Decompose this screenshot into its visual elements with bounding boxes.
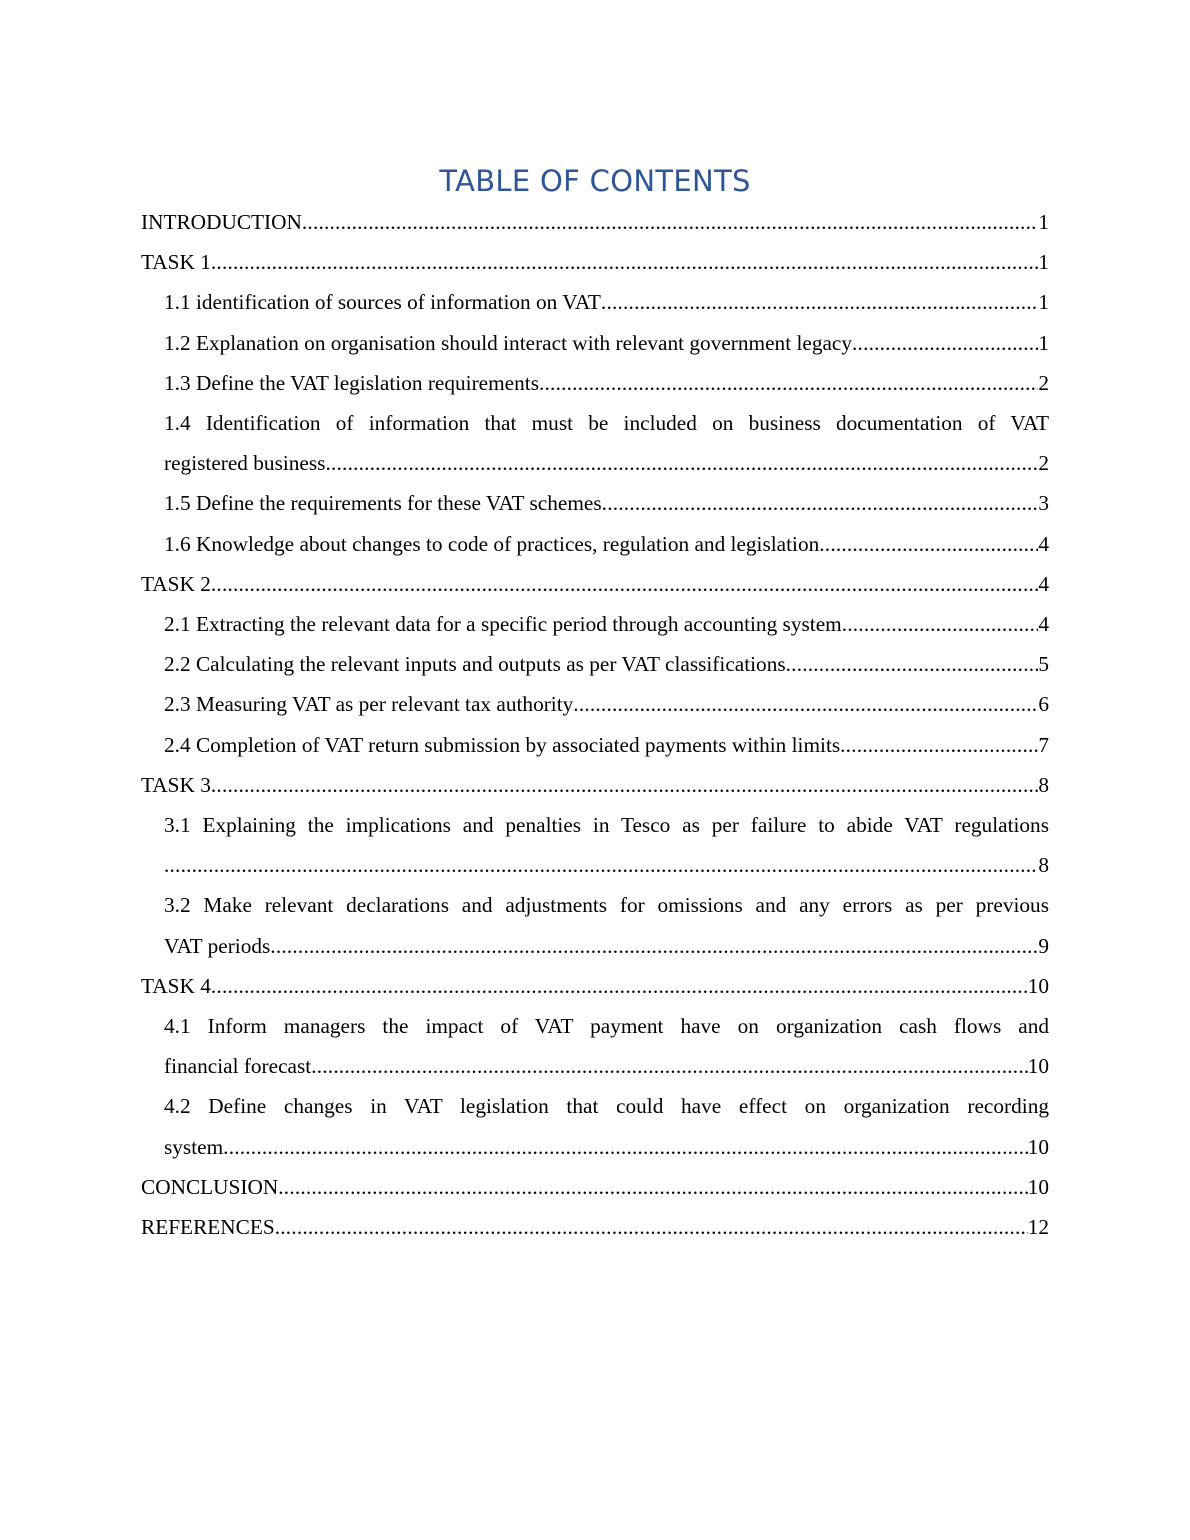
toc-entry-page-number: 8 (1038, 765, 1049, 805)
toc-entry[interactable] (141, 202, 1049, 242)
toc-entry-line (141, 1167, 1049, 1207)
toc-entry[interactable] (164, 524, 1049, 564)
toc-entry-title: 1.2 Explanation on organisation should interact with relevant government legacy (164, 330, 853, 355)
toc-entry-title-line: 1.4 Identification of information that must be included on business documentation of VAT (164, 411, 1049, 436)
toc-entry[interactable] (164, 604, 1049, 644)
toc-entry-title-line: 3.2 Make relevant declarations and adjustments for omissions and any errors as per previous (164, 893, 1049, 918)
dot-leader (311, 1046, 1027, 1086)
toc-entry-line (164, 282, 1049, 322)
toc-entry-line (164, 644, 1049, 684)
toc-entry-page-number: 1 (1038, 242, 1049, 282)
toc-entry[interactable] (141, 242, 1049, 282)
dot-leader (602, 483, 1039, 523)
toc-entry[interactable] (141, 765, 1049, 805)
toc-entry[interactable] (164, 323, 1049, 363)
toc-entry-title-line: 4.2 Define changes in VAT legislation that could have effect on organization recording (164, 1094, 1049, 1119)
toc-entry-title-line: 4.1 Inform managers the impact of VAT payment have on organization cash flows and (164, 1014, 1049, 1039)
dot-leader (211, 765, 1038, 805)
toc-entry-title: registered business (164, 451, 326, 476)
toc-entry-title: REFERENCES (141, 1215, 275, 1240)
toc-entry-line (164, 926, 1049, 966)
toc-entry-page-number: 9 (1038, 926, 1049, 966)
dot-leader (601, 282, 1038, 322)
toc-entry-page-number: 4 (1038, 524, 1049, 564)
toc-entry-line (164, 845, 1049, 885)
toc-entry-line (164, 604, 1049, 644)
toc-entry-page-number: 1 (1038, 282, 1049, 322)
dot-leader (270, 926, 1038, 966)
dot-leader (302, 202, 1038, 242)
dot-leader (786, 644, 1039, 684)
toc-entry-page-number: 6 (1038, 684, 1049, 724)
toc-entry[interactable] (164, 805, 1049, 885)
toc-entry-line (141, 564, 1049, 604)
toc-entry-page-number: 4 (1038, 564, 1049, 604)
dot-leader (840, 725, 1038, 765)
toc-entry-title: TASK 2 (141, 571, 211, 596)
toc-entry[interactable] (164, 282, 1049, 322)
toc-entry-title: TASK 1 (141, 250, 211, 275)
dot-leader (842, 604, 1039, 644)
toc-title: TABLE OF CONTENTS (439, 164, 751, 198)
dot-leader (211, 564, 1038, 604)
toc-entry-line (141, 765, 1049, 805)
dot-leader (275, 1207, 1028, 1247)
toc-entry-page-number: 7 (1038, 725, 1049, 765)
toc-entry-title: system (164, 1134, 224, 1159)
toc-entry-line (141, 202, 1049, 242)
toc-entry[interactable] (164, 483, 1049, 523)
dot-leader (211, 966, 1028, 1006)
toc-entry-line (164, 1046, 1049, 1086)
toc-entry-page-number: 1 (1038, 323, 1049, 363)
toc-entry[interactable] (164, 644, 1049, 684)
toc-entry-page-number: 2 (1038, 443, 1049, 483)
toc-entry-page-number: 12 (1028, 1207, 1049, 1247)
toc-entry-page-number: 10 (1028, 966, 1049, 1006)
toc-entry[interactable] (164, 363, 1049, 403)
toc-entry-line (141, 242, 1049, 282)
toc-entry[interactable] (141, 564, 1049, 604)
toc-entry-title: TASK 4 (141, 973, 211, 998)
toc-entry[interactable] (164, 725, 1049, 765)
dot-leader (539, 363, 1038, 403)
toc-entry-title: 2.1 Extracting the relevant data for a specific period through accounting system (164, 612, 842, 637)
toc-entry-title: 1.6 Knowledge about changes to code of practices, regulation and legislation (164, 531, 820, 556)
toc-entry-title: 1.3 Define the VAT legislation requirements (164, 370, 539, 395)
toc-entry-page-number: 8 (1038, 845, 1049, 885)
toc-entry-page-number: 10 (1028, 1046, 1049, 1086)
toc-entry-line (164, 323, 1049, 363)
table-of-contents (141, 202, 1049, 1247)
toc-entry-title: CONCLUSION (141, 1174, 279, 1199)
dot-leader (819, 524, 1038, 564)
toc-entry[interactable] (141, 1167, 1049, 1207)
dot-leader (278, 1167, 1027, 1207)
toc-entry-title: INTRODUCTION (141, 210, 302, 234)
toc-entry-line (164, 1127, 1049, 1167)
toc-entry-title: 2.3 Measuring VAT as per relevant tax authority (164, 692, 574, 717)
toc-entry-title: 1.5 Define the requirements for these VAT schemes (164, 491, 602, 516)
dot-leader (211, 242, 1038, 282)
toc-entry-title: financial forecast (164, 1054, 312, 1079)
toc-entry-title-line: 3.1 Explaining the implications and penalties in Tesco as per failure to abide VAT regulations (164, 813, 1049, 838)
toc-entry-page-number: 10 (1028, 1167, 1049, 1207)
toc-entry-line (141, 1207, 1049, 1247)
toc-entry-page-number: 3 (1038, 483, 1049, 523)
toc-entry-line (141, 966, 1049, 1006)
toc-entry-line (164, 443, 1049, 483)
toc-entry[interactable] (164, 1006, 1049, 1086)
toc-entry[interactable] (141, 1207, 1049, 1247)
toc-entry-title: 1.1 identification of sources of information on VAT (164, 290, 601, 315)
toc-entry-line (164, 684, 1049, 724)
toc-entry[interactable] (164, 885, 1049, 965)
toc-entry-page-number: 2 (1038, 363, 1049, 403)
toc-entry-page-number: 5 (1038, 644, 1049, 684)
dot-leader (573, 684, 1038, 724)
toc-entry[interactable] (141, 966, 1049, 1006)
toc-entry-title: 2.2 Calculating the relevant inputs and outputs as per VAT classifications (164, 652, 786, 677)
toc-entry-line (164, 363, 1049, 403)
toc-entry-page-number: 10 (1028, 1127, 1049, 1167)
dot-leader (223, 1127, 1028, 1167)
dot-leader (852, 323, 1038, 363)
document-page (141, 160, 1049, 1247)
toc-entry-line (164, 725, 1049, 765)
dot-leader (325, 443, 1038, 483)
toc-entry-page-number: 1 (1038, 202, 1049, 242)
toc-entry[interactable] (164, 1086, 1049, 1166)
dot-leader (164, 845, 1038, 885)
toc-entry-line (164, 524, 1049, 564)
toc-entry-title: TASK 3 (141, 772, 211, 797)
toc-entry-title: VAT periods (164, 933, 271, 958)
toc-entry[interactable] (164, 684, 1049, 724)
toc-entry[interactable] (164, 403, 1049, 483)
toc-entry-title: 2.4 Completion of VAT return submission by associated payments within limits (164, 732, 841, 757)
toc-entry-line (164, 483, 1049, 523)
toc-entry-page-number: 4 (1038, 604, 1049, 644)
